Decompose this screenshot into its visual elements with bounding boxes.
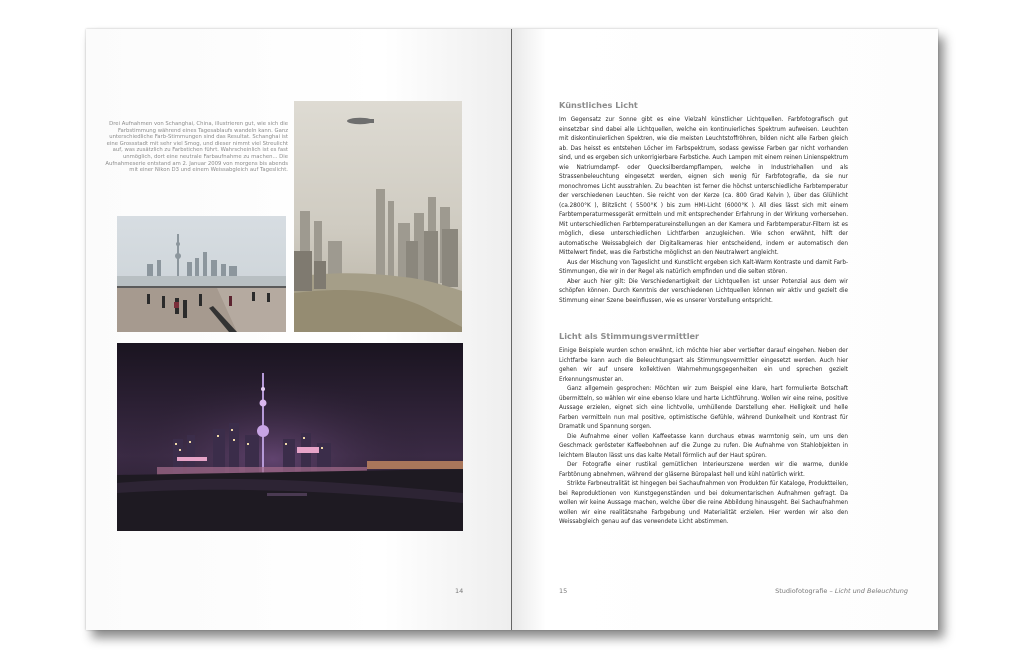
left-page: [86, 29, 512, 630]
right-page: [512, 29, 938, 630]
section-body: [559, 347, 848, 528]
page-number-right: 15: [559, 587, 568, 595]
page-number-left: 14: [455, 587, 464, 595]
photo-shanghai-night: [117, 343, 463, 531]
paragraph: Strikte Farbneutralität ist hingegen bei Sachaufnahmen von Produkten für Kataloge, Produktteilen, bei Reproduktionen von Kunstgegenständen und bei dokumentarischen Aufnahmen gefragt. Da wollen wir keine Aussage machen, welche über die reine Abbildung hinausgeht. Bei Sachaufnahmen wollen wir eine realitätsnahe Farbgebung und Materialität erzielen. Hier werden wir also den Weissabgleich genau auf das verwendete Licht abstimmen.: [559, 481, 848, 525]
running-head-separator: –: [827, 587, 835, 595]
section-licht-als-stimmungsvermittler: [559, 331, 848, 528]
running-head-title: Studiofotografie: [775, 587, 828, 595]
book-spread: [86, 29, 938, 630]
section-heading: Licht als Stimmungsvermittler: [559, 331, 700, 341]
photo-shanghai-promenade: [117, 216, 286, 332]
section-body: [559, 116, 848, 306]
running-head-subtitle: Licht und Beleuchtung: [834, 587, 908, 595]
section-kuenstliches-licht: [559, 100, 848, 306]
running-head: [775, 587, 908, 595]
photo-shanghai-smog-skyline: [294, 101, 462, 332]
paragraph: Im Gegensatz zur Sonne gibt es eine Vielzahl künstlicher Lichtquellen. Farbfotografisch gut einsetzbar sind dabei alle Lichtquellen, welche ein kontinuierliches Spektrum aufweisen. Leuchten mit diskontinuierlichen Spektren, wie die meisten Leuchtstoffröhren, bilden nicht alle Farben gleich ab. Das heisst es entstehen Löcher im Farbspektrum, sodass gewisse Farben gar nicht vorhanden sind, und es ergeben sich unkorrigierbare Farbstiche. Auch Lampen mit einem reinen Linienspektrum wie Natriumdampf- oder Quecksilberdampflampen, welche in Industriehallen und als Strassenbeleuchtung eingesetzt werden, eignen sich wenig für Farbfotografie, da sie nur monochromes Licht ausstrahlen. Zu beachten ist ferner die höchst unterschiedliche Farbtemperatur der verschiedenen Leuchten. Sie reicht von der Kerze (ca. 800 Grad Kelvin ), über das Glühlicht (ca.2800°K ), Blitzlicht ( 5500°K ) bis zum HMI-Licht (6000°K ). All dies lässt sich mit einem Farbtemperaturmessgerät ermitteln und mit entsprechender Erfahrung in der Wirkung vorhersehen. Mit unterschiedlichen Farbtemperatureinstellungen an der Kamera und Farbtemperatur-Filtern ist es möglich, diese unterschiedlichen Lichtfarben anzugleichen. Wie schon erwähnt, hilft der automatische Weissabgleich der Digitalkameras hier entscheidend, indem er automatisch den Mittelwert findet, was die Farbstiche möglichst an den Neutralwert angleicht.: [559, 117, 848, 256]
paragraph: Aus der Mischung von Tageslicht und Kunstlicht ergeben sich Kalt-Warm Kontraste und damit Farb-Stimmungen, die wir in der Regel als natürlich empfinden und die selten stören.: [559, 259, 848, 275]
paragraph: Der Fotografie einer rustikal gemütlichen Interieurszene werden wir die warme, dunkle Farbtönung abnehmen, während der gläserne Büropalast hell und kühl natürlich wirkt.: [559, 462, 848, 478]
paragraph: Die Aufnahme einer vollen Kaffeetasse kann durchaus etwas warmtonig sein, um uns den Geschmack gerösteter Kaffeebohnen auf die Zunge zu rufen. Die Aufnahme von Stahlobjekten in leichtem Blauton lässt uns das kalte Metall förmlich auf der Haut spüren.: [559, 433, 848, 459]
paragraph: Einige Beispiele wurden schon erwähnt, ich möchte hier aber vertiefter darauf eingehen. Neben der Lichtfarbe kann auch die Beleuchtungsart als Stimmungsvermittler eingesetzt werden. Auch hier gehen wir auf unsere kollektiven Wahrnehmungsgegenheiten ein und sprechen gezielt Erkennungsmuster an.: [559, 348, 848, 383]
paragraph: Ganz allgemein gesprochen: Möchten wir zum Beispiel eine klare, hart formulierte Botschaft übermitteln, so wählen wir eine ebenso klare und harte Lichtführung. Wollen wir eine reine, positive Aussage erzielen, eignet sich eine lichtvolle, umhüllende Darstellung eher. Helligkeit und helle Farben vermitteln nun mal positive, optimistische Gefühle, während Dunkelheit und Kontrast für Dramatik und Spannung sorgen.: [559, 386, 848, 430]
section-heading: Künstliches Licht: [559, 100, 638, 110]
photo-caption: Drei Aufnahmen von Schanghai, China, illustrieren gut, wie sich die Farbstimmung während eines Tagesablaufs wandeln kann. Ganz unterschiedliche Farb-Stimmungen sind das Resultat. Schanghai ist eine Grossstadt mit sehr viel Smog, und dieser nimmt viel Streulicht auf, was zusätzlich zu Farbstichen führt. Wahrscheinlich ist es fast unmöglich, dort eine neutrale Farbaufnahme zu machen... Die Aufnahmeserie entstand am 2. Januar 2009 von morgens bis abends mit einer Nikon D3 und einem Weissabgleich auf Tageslicht.: [105, 121, 288, 174]
paragraph: Aber auch hier gilt: Die Verschiedenartigkeit der Lichtquellen ist unser Potenzial aus dem wir schöpfen können. Durch Kenntnis der verschiedenen Lichtquellen können wir aktiv und gezielt die Stimmung einer Szene beeinflussen, wie es unserer Vorstellung entspricht.: [559, 278, 848, 304]
